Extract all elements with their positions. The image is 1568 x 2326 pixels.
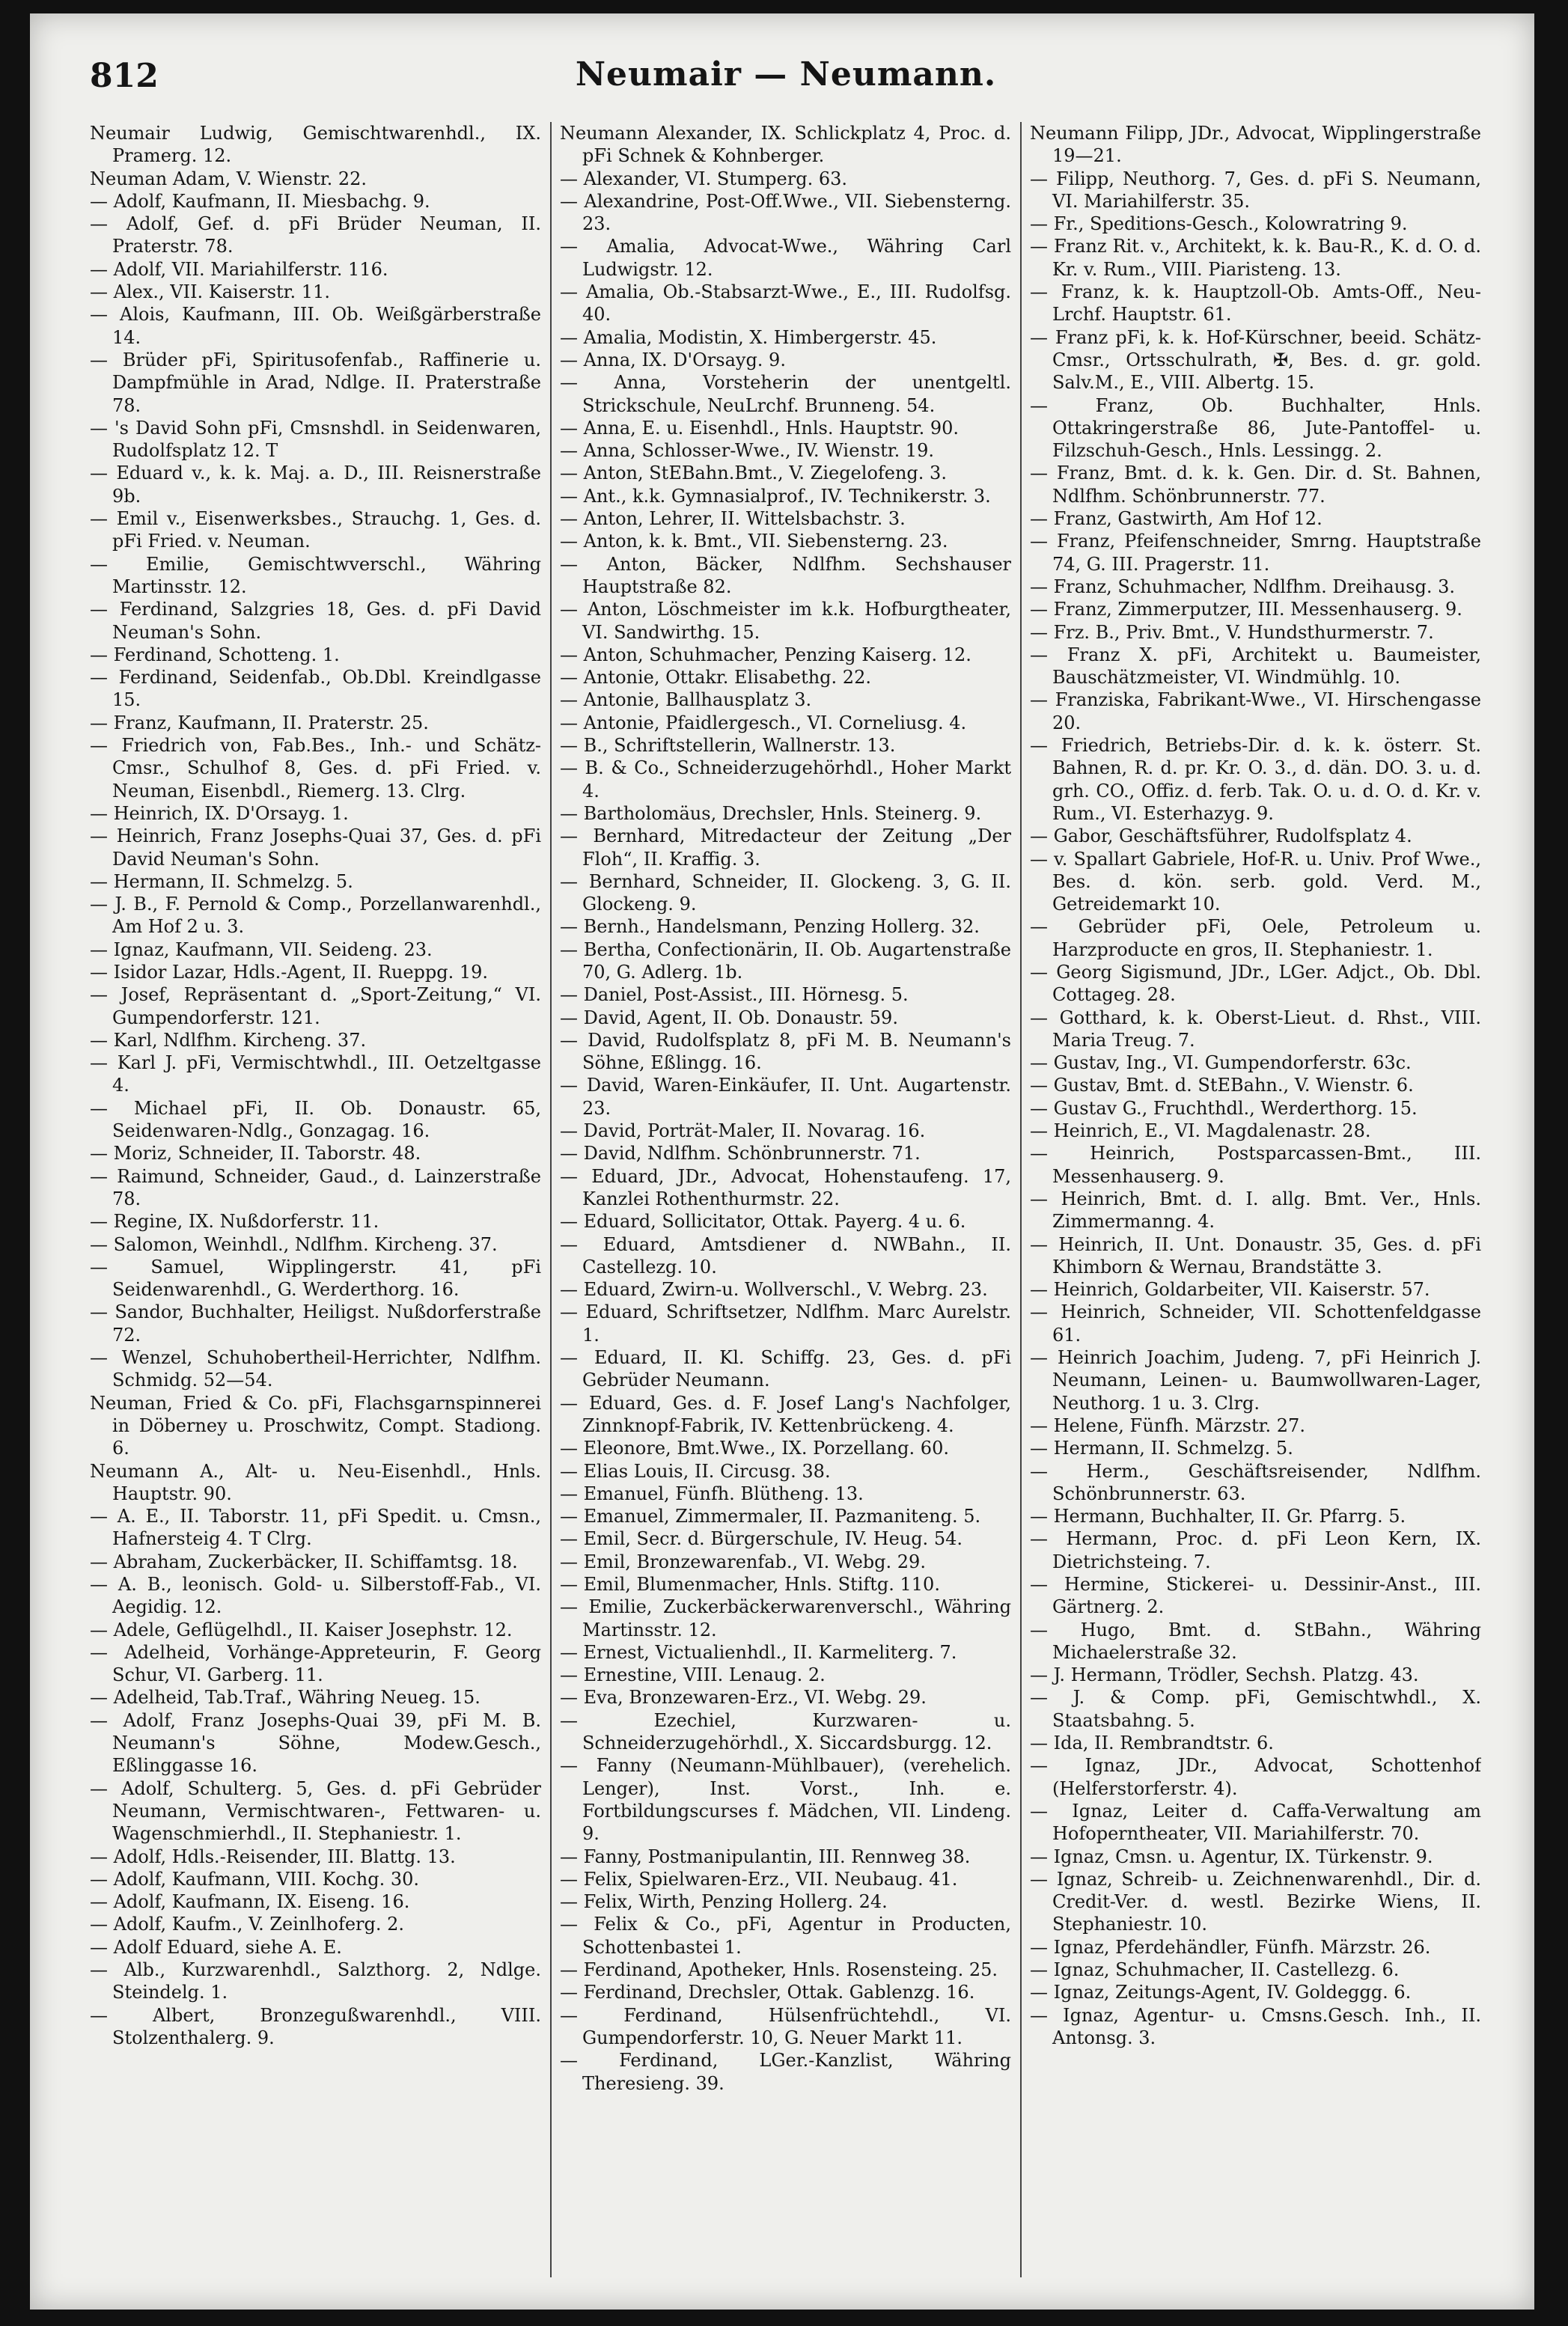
page-header [90, 51, 1482, 111]
directory-entry: — Anton, k. k. Bmt., VII. Siebensterng. 23. [560, 531, 948, 552]
directory-entry: — Anton, Bäcker, Ndlfhm. Sechshauser Hauptstraße 82. [560, 553, 1011, 597]
directory-entry: — Adolf, Hdls.-Reisender, III. Blattg. 13. [90, 1846, 456, 1867]
directory-entry: — Albert, Bronzegußwarenhdl., VIII. Stolzenthalerg. 9. [90, 2004, 541, 2048]
directory-entry: — Eduard, II. Kl. Schiffg. 23, Ges. d. pFi Gebrüder Neumann. [560, 1347, 1011, 1391]
directory-entry: — Anton, Schuhmacher, Penzing Kaiserg. 12. [560, 644, 971, 665]
directory-entry: — Eduard, Ges. d. F. Josef Lang's Nachfolger, Zinnknopf-Fabrik, IV. Kettenbrückeng. 4. [560, 1392, 1011, 1436]
directory-entry: — Ignaz, JDr., Advocat, Schottenhof (Helferstorferstr. 4). [1030, 1755, 1481, 1799]
directory-entry: — Ignaz, Agentur- u. Cmsns.Gesch. Inh., II. Antonsg. 3. [1030, 2004, 1481, 2048]
directory-entry: — Elias Louis, II. Circusg. 38. [560, 1460, 831, 1482]
directory-entry: — Franz, Pfeifenschneider, Smrng. Hauptstraße 74, G. III. Pragerstr. 11. [1030, 531, 1481, 575]
directory-entry: — David, Porträt-Maler, II. Novarag. 16. [560, 1120, 926, 1142]
directory-entry: — Fanny (Neumann-Mühlbauer), (verehelich. Lenger), Inst. Vorst., Inh. e. Fortbildungscurses f. Mädchen, VII. Lindeng. 9. [560, 1755, 1011, 1845]
page-number: 812 [90, 57, 159, 95]
directory-entry: — Alexandrine, Post-Off.Wwe., VII. Siebensterng. 23. [560, 190, 1011, 235]
directory-entry: — Gebrüder pFi, Oele, Petroleum u. Harzproducte en gros, II. Stephaniestr. 1. [1030, 916, 1481, 960]
directory-entry: — Karl, Ndlfhm. Kircheng. 37. [90, 1029, 367, 1051]
directory-entry: — Anna, IX. D'Orsayg. 9. [560, 349, 786, 370]
directory-entry: — Heinrich, II. Unt. Donaustr. 35, Ges. d. pFi Khimborn & Wernau, Brandstätte 3. [1030, 1233, 1481, 1278]
directory-entry: — Adelheid, Vorhänge-Appreteurin, F. Georg Schur, VI. Garberg. 11. [90, 1641, 541, 1686]
directory-entry: — Amalia, Ob.-Stabsarzt-Wwe., E., III. Rudolfsg. 40. [560, 281, 1011, 326]
directory-entry: — Adolf, VII. Mariahilferstr. 116. [90, 258, 388, 280]
directory-entry: — Helene, Fünfh. Märzstr. 27. [1030, 1414, 1305, 1436]
directory-entry: — Gustav G., Fruchthdl., Werderthorg. 15. [1030, 1097, 1418, 1119]
directory-entry: — Franz, Bmt. d. k. k. Gen. Dir. d. St. Bahnen, Ndlfhm. Schönbrunnerstr. 77. [1030, 463, 1481, 507]
directory-entry: — Anna, Vorsteherin der unentgeltl. Strickschule, NeuLrchf. Brunneng. 54. [560, 372, 1011, 416]
directory-entry: — Emil, Blumenmacher, Hnls. Stiftg. 110. [560, 1574, 940, 1595]
directory-entry: — Ferdinand, Apotheker, Hnls. Rosensteing. 25. [560, 1959, 998, 1981]
directory-entry: — Gustav, Ing., VI. Gumpendorferstr. 63c. [1030, 1052, 1412, 1074]
directory-entry: — Hermann, II. Schmelzg. 5. [1030, 1438, 1293, 1459]
directory-entry: — Abraham, Zuckerbäcker, II. Schiffamtsg. 18. [90, 1551, 518, 1572]
directory-entry: — Ignaz, Cmsn. u. Agentur, IX. Türkenstr. 9. [1030, 1846, 1433, 1867]
directory-entry: — Ernest, Victualienhdl., II. Karmeliterg. 7. [560, 1641, 957, 1663]
directory-entry: — Heinrich Joachim, Judeng. 7, pFi Heinrich J. Neumann, Leinen- u. Baumwollwaren-Lager, Neuthorg. 1 u. 3. Clrg. [1030, 1347, 1481, 1414]
directory-entry: — Alb., Kurzwarenhdl., Salzthorg. 2, Ndlge. Steindelg. 1. [90, 1959, 541, 2003]
directory-entry: — Emil, Bronzewarenfab., VI. Webg. 29. [560, 1551, 926, 1572]
directory-entry: — Eduard, Zwirn-u. Wollverschl., V. Webrg. 23. [560, 1279, 988, 1301]
directory-entry: — Franz, Zimmerputzer, III. Messenhauserg. 9. [1030, 599, 1462, 620]
directory-entry: — Eduard v., k. k. Maj. a. D., III. Reisnerstraße 9b. [90, 463, 541, 507]
directory-entry: — Ignaz, Leiter d. Caffa-Verwaltung am Hofoperntheater, VII. Mariahilferstr. 70. [1030, 1800, 1481, 1845]
directory-entry: — Franz pFi, k. k. Hof-Kürschner, beeid. Schätz-Cmsr., Ortsschulrath, ✠, Bes. d. gr. gold. Salv.M., E., VIII. Albertg. 15. [1030, 326, 1481, 394]
directory-entry: — Hermine, Stickerei- u. Dessinir-Anst., III. Gärtnerg. 2. [1030, 1574, 1481, 1618]
directory-entry: — Anton, Lehrer, II. Wittelsbachstr. 3. [560, 508, 906, 530]
directory-entry: — Heinrich, Franz Josephs-Quai 37, Ges. d. pFi David Neuman's Sohn. [90, 825, 541, 870]
directory-entry: — Franz Rit. v., Architekt, k. k. Bau-R., K. d. O. d. Kr. v. Rum., VIII. Piaristeng. 13. [1030, 236, 1481, 280]
directory-entry: — Bertha, Confectionärin, II. Ob. Augartenstraße 70, G. Adlerg. 1b. [560, 938, 1011, 983]
directory-entry: — Felix & Co., pFi, Agentur in Producten, Schottenbastei 1. [560, 1914, 1011, 1958]
directory-entry: — Amalia, Modistin, X. Himbergerstr. 45. [560, 326, 937, 348]
running-head: Neumair — Neumann. [575, 55, 997, 94]
directory-entry: — B. & Co., Schneiderzugehörhdl., Hoher Markt 4. [560, 757, 1011, 802]
directory-entry: — Brüder pFi, Spiritusofenfab., Raffinerie u. Dampfmühle in Arad, Ndlge. II. Praterstraße 78. [90, 349, 541, 416]
directory-entry: — Hermann, Proc. d. pFi Leon Kern, IX. Dietrichsteing. 7. [1030, 1528, 1481, 1572]
directory-entry: — Ida, II. Rembrandtstr. 6. [1030, 1733, 1274, 1754]
directory-entry: — Karl J. pFi, Vermischtwhdl., III. Oetzeltgasse 4. [90, 1052, 541, 1096]
directory-entry: — Eduard, Amtsdiener d. NWBahn., II. Castellezg. 10. [560, 1233, 1011, 1278]
directory-entry: — Hermann, II. Schmelzg. 5. [90, 870, 353, 892]
directory-entry: Neumann Filipp, JDr., Advocat, Wipplingerstraße 19—21. [1030, 123, 1481, 167]
directory-entry: — Bartholomäus, Drechsler, Hnls. Steinerg. 9. [560, 802, 982, 824]
directory-entry: — Ferdinand, Salzgries 18, Ges. d. pFi David Neuman's Sohn. [90, 599, 541, 643]
directory-entry: — Fanny, Postmanipulantin, III. Rennweg 38. [560, 1846, 971, 1867]
directory-entry: — Adolf, Kaufmann, IX. Eiseng. 16. [90, 1891, 410, 1913]
directory-entry: — Alois, Kaufmann, III. Ob. Weißgärberstraße 14. [90, 304, 541, 348]
directory-entry: — Heinrich, E., VI. Magdalenastr. 28. [1030, 1120, 1371, 1142]
directory-entry: — Hugo, Bmt. d. StBahn., Währing Michaelerstraße 32. [1030, 1619, 1481, 1663]
directory-entry: — Regine, IX. Nußdorferstr. 11. [90, 1211, 379, 1233]
directory-entry: — Antonie, Pfaidlergesch., VI. Corneliusg. 4. [560, 712, 967, 733]
directory-entry: — Bernhard, Mitredacteur der Zeitung „Der Floh“, II. Kraffig. 3. [560, 825, 1011, 870]
directory-entry: Neuman, Fried & Co. pFi, Flachsgarnspinnerei in Döberney u. Proschwitz, Compt. Stadiong. 6. [90, 1392, 541, 1459]
directory-entry: — Alex., VII. Kaiserstr. 11. [90, 281, 330, 303]
directory-entry: Neuman Adam, V. Wienstr. 22. [90, 168, 367, 189]
directory-entry: — Adolf, Kaufmann, II. Miesbachg. 9. [90, 190, 430, 212]
directory-entry: — Ernestine, VIII. Lenaug. 2. [560, 1664, 826, 1686]
directory-entry: — Felix, Wirth, Penzing Hollerg. 24. [560, 1891, 888, 1913]
directory-entry: — Anna, Schlosser-Wwe., IV. Wienstr. 19. [560, 440, 934, 462]
directory-entry: — Ignaz, Zeitungs-Agent, IV. Goldeggg. 6. [1030, 1982, 1412, 2003]
directory-entry: — Franz, k. k. Hauptzoll-Ob. Amts-Off., Neu-Lrchf. Hauptstr. 61. [1030, 281, 1481, 326]
directory-entry: — Daniel, Post-Assist., III. Hörnesg. 5. [560, 984, 909, 1006]
directory-entry: — 's David Sohn pFi, Cmsnshdl. in Seidenwaren, Rudolfsplatz 12. T [90, 417, 541, 462]
directory-entry: — Josef, Repräsentant d. „Sport-Zeitung,“ VI. Gumpendorferstr. 121. [90, 984, 541, 1028]
directory-entry: — Adolf, Kaufmann, VIII. Kochg. 30. [90, 1868, 420, 1890]
directory-entry: — Antonie, Ballhausplatz 3. [560, 689, 812, 711]
directory-entry: — Anton, StEBahn.Bmt., V. Ziegelofeng. 3. [560, 463, 947, 484]
directory-entry: — Samuel, Wipplingerstr. 41, pFi Seidenwarenhdl., G. Werderthorg. 16. [90, 1256, 541, 1301]
directory-entry: — Gotthard, k. k. Oberst-Lieut. d. Rhst., VIII. Maria Treug. 7. [1030, 1007, 1481, 1051]
directory-entry: — Ferdinand, Drechsler, Ottak. Gablenzg. 16. [560, 1982, 975, 2003]
column-divider [1020, 122, 1022, 2277]
directory-entry: — Emilie, Gemischtwverschl., Währing Martinsstr. 12. [90, 553, 541, 597]
directory-entry: — Ferdinand, LGer.-Kanzlist, Währing Theresieng. 39. [560, 2050, 1011, 2094]
column-3 [1030, 122, 1481, 2277]
directory-entry: — Emil, Secr. d. Bürgerschule, IV. Heug. 54. [560, 1528, 963, 1550]
directory-entry: — Franz, Kaufmann, II. Praterstr. 25. [90, 712, 429, 733]
directory-entry: — Eduard, Schriftsetzer, Ndlfhm. Marc Aurelstr. 1. [560, 1301, 1011, 1346]
directory-entry: — Ignaz, Schuhmacher, II. Castellezg. 6. [1030, 1959, 1400, 1981]
directory-entry: — Isidor Lazar, Hdls.-Agent, II. Rueppg. 19. [90, 961, 489, 983]
directory-entry: — Franz X. pFi, Architekt u. Baumeister, Bauschätzmeister, VI. Windmühlg. 10. [1030, 644, 1481, 689]
directory-entry: — Amalia, Advocat-Wwe., Währing Carl Ludwigstr. 12. [560, 236, 1011, 280]
directory-entry: — Herm., Geschäftsreisender, Ndlfhm. Schönbrunnerstr. 63. [1030, 1460, 1481, 1504]
directory-entry: — Wenzel, Schuhobertheil-Herrichter, Ndlfhm. Schmidg. 52—54. [90, 1347, 541, 1391]
directory-entry: — Alexander, VI. Stumperg. 63. [560, 168, 847, 189]
directory-entry: — Ignaz, Kaufmann, VII. Seideng. 23. [90, 938, 433, 960]
directory-entry: — Adolf, Schulterg. 5, Ges. d. pFi Gebrüder Neumann, Vermischtwaren-, Fettwaren- u. Wagenschmierhdl., II. Stephaniestr. 1. [90, 1777, 541, 1845]
column-divider [550, 122, 552, 2277]
directory-entry: — Friedrich, Betriebs-Dir. d. k. k. österr. St. Bahnen, R. d. pr. Kr. O. 3., d. dän. DO. 3. u. d. grh. CO., Offiz. d. ferb. Tak. O. u. d. O. d. Kr. v. Rum., VI. Esterhazyg. 9. [1030, 735, 1481, 824]
directory-entry: — Ferdinand, Schotteng. 1. [90, 644, 340, 665]
directory-entry: — Antonie, Ottakr. Elisabethg. 22. [560, 667, 871, 689]
directory-entry: — Eduard, Sollicitator, Ottak. Payerg. 4 u. 6. [560, 1211, 966, 1233]
directory-entry: — Sandor, Buchhalter, Heiligst. Nußdorferstraße 72. [90, 1301, 541, 1346]
column-2 [560, 122, 1011, 2277]
column-1 [90, 122, 541, 2277]
directory-entry: — Bernh., Handelsmann, Penzing Hollerg. 32. [560, 916, 980, 938]
directory-entry: — Ezechiel, Kurzwaren- u. Schneiderzugehörhdl., X. Siccardsburgg. 12. [560, 1709, 1011, 1754]
directory-entry: — Anna, E. u. Eisenhdl., Hnls. Hauptstr. 90. [560, 417, 960, 439]
directory-entry: — Emilie, Zuckerbäckerwarenverschl., Währing Martinsstr. 12. [560, 1596, 1011, 1640]
directory-entry: — Frz. B., Priv. Bmt., V. Hundsthurmerstr. 7. [1030, 621, 1434, 643]
directory-entry: — Ferdinand, Hülsenfrüchtehdl., VI. Gumpendorferstr. 10, G. Neuer Markt 11. [560, 2004, 1011, 2048]
directory-entry: — Ignaz, Schreib- u. Zeichnenwarenhdl., Dir. d. Credit-Ver. d. westl. Bezirke Wiens, II. Stephaniestr. 10. [1030, 1868, 1481, 1935]
directory-page [30, 13, 1534, 2310]
directory-entry: — Franz, Gastwirth, Am Hof 12. [1030, 508, 1323, 530]
directory-entry: — Adolf, Franz Josephs-Quai 39, pFi M. B. Neumann's Söhne, Modew.Gesch., Eßlinggasse 16. [90, 1709, 541, 1777]
directory-entry: — A. B., leonisch. Gold- u. Silberstoff-Fab., VI. Aegidig. 12. [90, 1574, 541, 1618]
directory-entry: — Ferdinand, Seidenfab., Ob.Dbl. Kreindlgasse 15. [90, 667, 541, 711]
directory-entry: — David, Ndlfhm. Schönbrunnerstr. 71. [560, 1143, 921, 1164]
directory-entry: — J. & Comp. pFi, Gemischtwhdl., X. Staatsbahng. 5. [1030, 1687, 1481, 1731]
directory-entry: — Ant., k.k. Gymnasialprof., IV. Technikerstr. 3. [560, 485, 991, 507]
directory-entry: — Franz, Ob. Buchhalter, Hnls. Ottakringerstraße 86, Jute-Pantoffel- u. Filzschuh-Gesch., Hnls. Lessingg. 2. [1030, 394, 1481, 462]
directory-entry: — Heinrich, Postsparcassen-Bmt., III. Messenhauserg. 9. [1030, 1143, 1481, 1187]
directory-entry: — David, Agent, II. Ob. Donaustr. 59. [560, 1007, 898, 1028]
directory-entry: — Heinrich, Schneider, VII. Schottenfeldgasse 61. [1030, 1301, 1481, 1346]
directory-entry: Neumair Ludwig, Gemischtwarenhdl., IX. Pramerg. 12. [90, 123, 541, 167]
directory-entry: — Heinrich, Goldarbeiter, VII. Kaiserstr. 57. [1030, 1279, 1430, 1301]
directory-entry: — Eva, Bronzewaren-Erz., VI. Webg. 29. [560, 1687, 927, 1709]
directory-entry: — Franziska, Fabrikant-Wwe., VI. Hirschengasse 20. [1030, 689, 1481, 733]
directory-entry: — Raimund, Schneider, Gaud., d. Lainzerstraße 78. [90, 1165, 541, 1209]
directory-entry: — Hermann, Buchhalter, II. Gr. Pfarrg. 5. [1030, 1506, 1406, 1527]
directory-entry: — David, Waren-Einkäufer, II. Unt. Augartenstr. 23. [560, 1075, 1011, 1119]
directory-entry: — Adolf Eduard, siehe A. E. [90, 1936, 342, 1958]
directory-entry: — J. Hermann, Trödler, Sechsh. Platzg. 43. [1030, 1664, 1419, 1686]
directory-columns [90, 122, 1482, 2277]
directory-entry: — J. B., F. Pernold & Comp., Porzellanwarenhdl., Am Hof 2 u. 3. [90, 894, 541, 938]
directory-entry: — A. E., II. Taborstr. 11, pFi Spedit. u. Cmsn., Hafnersteig 4. T Clrg. [90, 1506, 541, 1550]
directory-entry: — Heinrich, IX. D'Orsayg. 1. [90, 802, 349, 824]
directory-entry: — David, Rudolfsplatz 8, pFi M. B. Neumann's Söhne, Eßlingg. 16. [560, 1029, 1011, 1074]
directory-entry: — Felix, Spielwaren-Erz., VII. Neubaug. 41. [560, 1868, 958, 1890]
directory-entry: — Emanuel, Zimmermaler, II. Pazmaniteng. 5. [560, 1506, 981, 1527]
directory-entry: — B., Schriftstellerin, Wallnerstr. 13. [560, 735, 896, 757]
directory-entry: Neumann A., Alt- u. Neu-Eisenhdl., Hnls. Hauptstr. 90. [90, 1460, 541, 1504]
directory-entry: — Michael pFi, II. Ob. Donaustr. 65, Seidenwaren-Ndlg., Gonzagag. 16. [90, 1097, 541, 1142]
directory-entry: — Emil v., Eisenwerksbes., Strauchg. 1, Ges. d. pFi Fried. v. Neuman. [90, 508, 541, 552]
directory-entry: — v. Spallart Gabriele, Hof-R. u. Univ. Prof Wwe., Bes. d. kön. serb. gold. Verd. M., Getreidemarkt 10. [1030, 848, 1481, 915]
directory-entry: — Bernhard, Schneider, II. Glockeng. 3, G. II. Glockeng. 9. [560, 870, 1011, 915]
directory-entry: — Ignaz, Pferdehändler, Fünfh. Märzstr. 26. [1030, 1936, 1431, 1958]
directory-entry: Neumann Alexander, IX. Schlickplatz 4, Proc. d. pFi Schnek & Kohnberger. [560, 123, 1011, 167]
directory-entry: — Adolf, Kaufm., V. Zeinlhoferg. 2. [90, 1914, 405, 1935]
directory-entry: — Moriz, Schneider, II. Taborstr. 48. [90, 1143, 421, 1164]
directory-entry: — Eleonore, Bmt.Wwe., IX. Porzellang. 60. [560, 1438, 949, 1459]
directory-entry: — Fr., Speditions-Gesch., Kolowratring 9. [1030, 213, 1408, 235]
directory-entry: — Filipp, Neuthorg. 7, Ges. d. pFi S. Neumann, VI. Mariahilferstr. 35. [1030, 168, 1481, 212]
directory-entry: — Franz, Schuhmacher, Ndlfhm. Dreihausg. 3. [1030, 576, 1455, 597]
directory-entry: — Gustav, Bmt. d. StEBahn., V. Wienstr. 6. [1030, 1075, 1414, 1096]
directory-entry: — Friedrich von, Fab.Bes., Inh.- und Schätz-Cmsr., Schulhof 8, Ges. d. pFi Fried. v. Neuman, Eisenbdl., Riemerg. 13. Clrg. [90, 735, 541, 802]
directory-entry: — Georg Sigismund, JDr., LGer. Adjct., Ob. Dbl. Cottageg. 28. [1030, 961, 1481, 1006]
directory-entry: — Anton, Löschmeister im k.k. Hofburgtheater, VI. Sandwirthg. 15. [560, 599, 1011, 643]
directory-entry: — Heinrich, Bmt. d. I. allg. Bmt. Ver., Hnls. Zimmermanng. 4. [1030, 1188, 1481, 1233]
directory-entry: — Emanuel, Fünfh. Blütheng. 13. [560, 1483, 864, 1504]
directory-entry: — Adolf, Gef. d. pFi Brüder Neuman, II. Praterstr. 78. [90, 213, 541, 257]
directory-entry: — Adelheid, Tab.Traf., Währing Neueg. 15. [90, 1687, 481, 1709]
directory-entry: — Eduard, JDr., Advocat, Hohenstaufeng. 17, Kanzlei Rothenthurmstr. 22. [560, 1165, 1011, 1209]
directory-entry: — Gabor, Geschäftsführer, Rudolfsplatz 4. [1030, 825, 1412, 847]
directory-entry: — Salomon, Weinhdl., Ndlfhm. Kircheng. 37. [90, 1233, 498, 1255]
directory-entry: — Adele, Geflügelhdl., II. Kaiser Josephstr. 12. [90, 1619, 513, 1640]
